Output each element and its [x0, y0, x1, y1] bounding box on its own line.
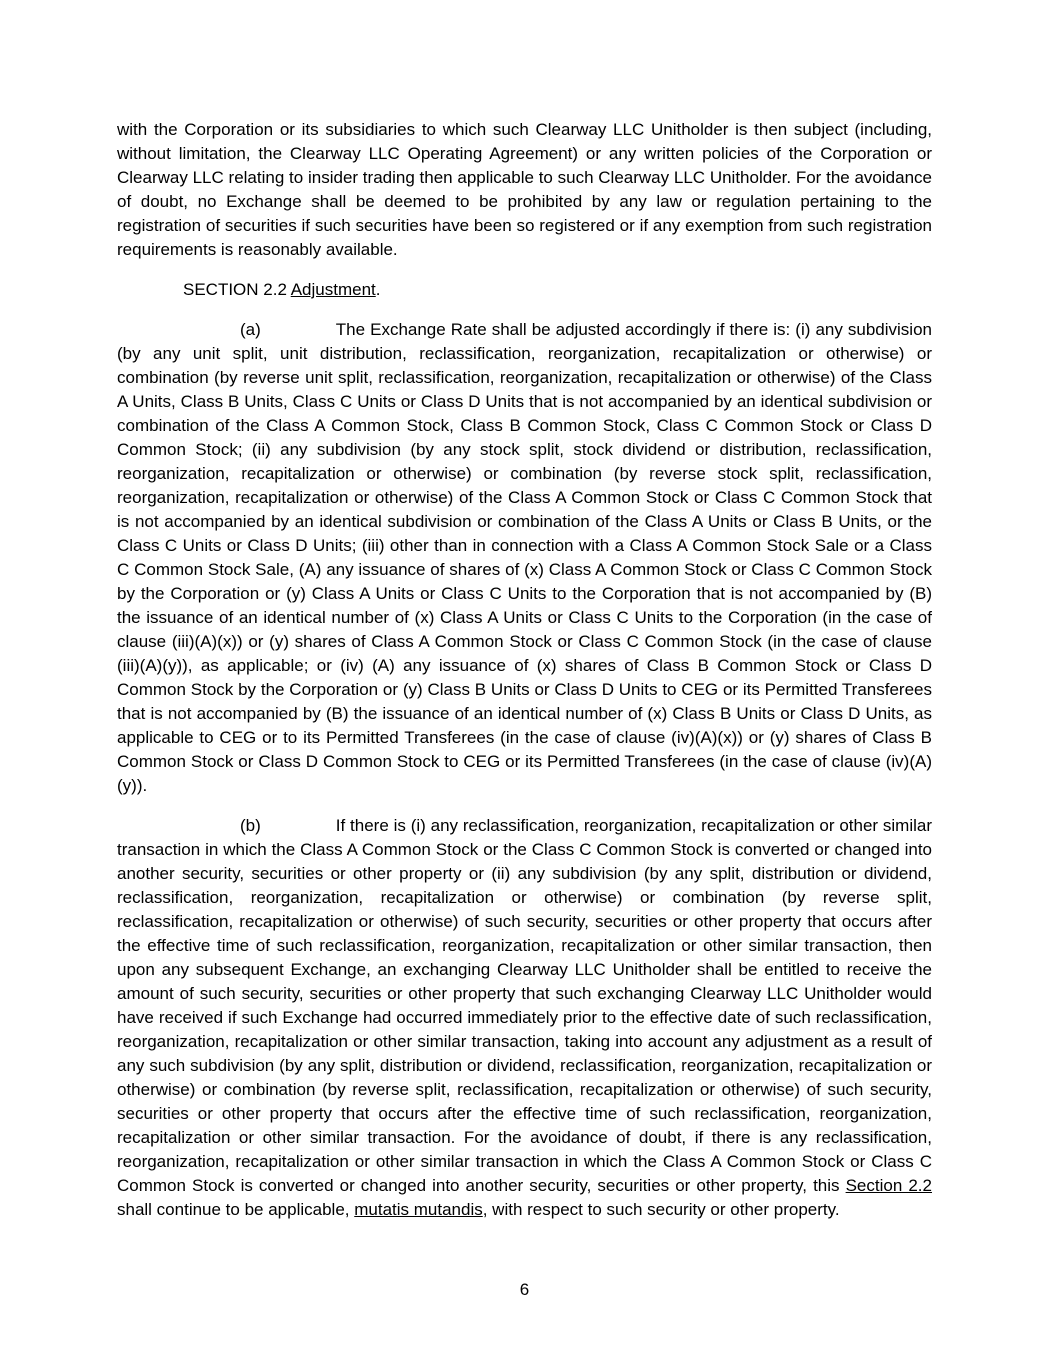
paragraph-b-section-ref: Section 2.2	[845, 1176, 932, 1195]
paragraph-b-latin-phrase: mutatis mutandis	[354, 1200, 483, 1219]
paragraph-b-label: (b)	[240, 816, 261, 835]
paragraph-b	[117, 814, 932, 1222]
paragraph-continuation: with the Corporation or its subsidiaries to which such Clearway LLC Unitholder is then subject (including, without limitation, the Clearway LLC Operating Agreement) or any written policies of the Corporation or Clearway LLC relating to insider trading then applicable to such Clearway LLC Unitholder. For the avoidance of doubt, no Exchange shall be deemed to be prohibited by any law or regulation pertaining to the registration of securities if such securities have been so registered or if any exemption from such registration requirements is reasonably available.	[117, 120, 932, 259]
section-heading	[117, 278, 932, 302]
section-heading-prefix: SECTION 2.2	[183, 280, 291, 299]
paragraph-b-text: If there is (i) any reclassification, reorganization, recapitalization or other similar transaction in which the Class A Common Stock or the Class C Common Stock is converted or changed into another security, securities or other property or (ii) any subdivision (by any split, distribution or dividend, reclassification, reorganization, recapitalization or otherwise) or combination (by reverse split, reclassification, recapitalization or otherwise) of such security, securities or other property that occurs after the effective time of such reclassification, reorganization, recapitalization or other similar transaction, then upon any subsequent Exchange, an exchanging Clearway LLC Unitholder shall be entitled to receive the amount of such security, securities or other property that such exchanging Clearway LLC Unitholder would have received if such Exchange had occurred immediately prior to the effective date of such reclassification, reorganization, recapitalization or other similar transaction, taking into account any adjustment as a result of any such subdivision (by any split, distribution or dividend, reclassification, reorganization, recapitalization or otherwise) or combination (by reverse split, reclassification, recapitalization or otherwise) of such security, securities or other property that occurs after the effective time of such reclassification, reorganization, recapitalization or other similar transaction. For the avoidance of doubt, if there is any reclassification, reorganization, recapitalization or other similar transaction in which the Class A Common Stock or Class C Common Stock is converted or changed into another security, securities or other property, this	[117, 816, 932, 1195]
paragraph-b-text: , with respect to such security or other property.	[482, 1200, 840, 1219]
document-body	[117, 118, 932, 1238]
paragraph-a	[117, 318, 932, 798]
paragraph-b-text: shall continue to be applicable,	[117, 1200, 355, 1219]
paragraph-a-text: The Exchange Rate shall be adjusted accordingly if there is: (i) any subdivision (by any unit split, unit distribution, reclassification, reorganization, recapitalization or otherwise) or combination (by reverse unit split, reclassification, reorganization, recapitalization or otherwise) of the Class A Units, Class B Units, Class C Units or Class D Units that is not accompanied by an identical subdivision or combination of the Class A Common Stock, Class B Common Stock, Class C Common Stock or Class D Common Stock; (ii) any subdivision (by any stock split, stock dividend or distribution, reclassification, reorganization, recapitalization or otherwise) or combination (by reverse stock split, reclassification, reorganization, recapitalization or otherwise) of the Class A Common Stock or Class C Common Stock that is not accompanied by an identical subdivision or combination of the Class A Units or Class B Units, or the Class C Units or Class D Units; (iii) other than in connection with a Class A Common Stock Sale or a Class C Common Stock Sale, (A) any issuance of shares of (x) Class A Common Stock or Class C Common Stock by the Corporation or (y) Class A Units or Class C Units to the Corporation that is not accompanied by (B) the issuance of an identical number of (x) Class A Units or Class C Units to the Corporation (in the case of clause (iii)(A)(x)) or (y) shares of Class A Common Stock or Class C Common Stock (in the case of clause (iii)(A)(y)), as applicable; or (iv) (A) any issuance of (x) shares of Class B Common Stock or Class D Common Stock by the Corporation or (y) Class B Units or Class D Units to CEG or its Permitted Transferees that is not accompanied by (B) the issuance of an identical number of (x) Class B Units or Class D Units, as applicable to CEG or to its Permitted Transferees (in the case of clause (iv)(A)(x)) or (y) shares of Class B Common Stock or Class D Common Stock to CEG or its Permitted Transferees (in the case of clause (iv)(A)(y)).	[117, 320, 932, 795]
paragraph-a-label: (a)	[240, 320, 261, 339]
section-heading-title: Adjustment	[290, 280, 376, 299]
page-number: 6	[519, 1280, 530, 1299]
section-heading-suffix: .	[375, 280, 381, 299]
